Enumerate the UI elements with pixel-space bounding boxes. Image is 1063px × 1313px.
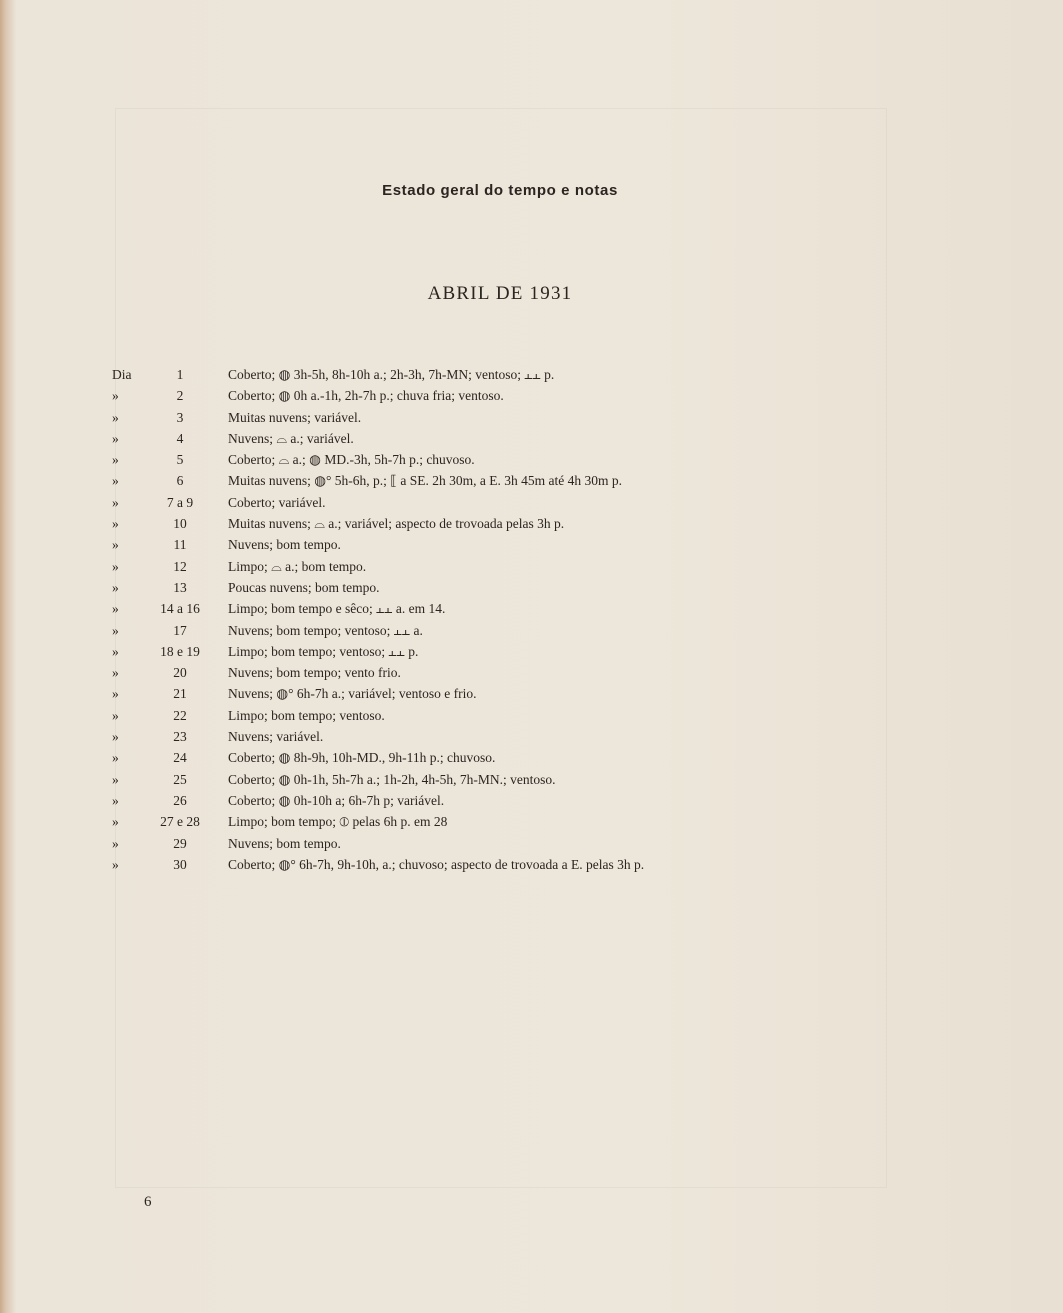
row-label: » [112,792,119,808]
row-label: » [112,452,119,468]
row-description: Coberto; variável. [228,494,326,510]
row-description: Coberto; ◍ 0h-10h a; 6h-7h p; variável. [228,792,445,808]
list-item [0,556,1063,577]
row-label: » [112,750,119,766]
row-description: Limpo; bom tempo; ventoso; ⫠⫠ p. [228,643,419,659]
list-item [0,769,1063,790]
row-description: Nuvens; bom tempo; ventoso; ⫠⫠ a. [228,622,423,638]
row-description: Limpo; bom tempo e sêco; ⫠⫠ a. em 14. [228,601,446,617]
row-label: » [112,473,119,489]
list-item [0,705,1063,726]
row-label: » [112,622,119,638]
row-day: 4 [176,430,184,446]
list-item [0,747,1063,768]
list-item [0,641,1063,662]
row-label: » [112,537,119,553]
row-label: » [112,643,119,659]
list-item [0,790,1063,811]
list-item [0,854,1063,875]
row-day: 1 [176,367,184,382]
row-day: 21 [173,686,187,702]
list-item [0,726,1063,747]
row-label: » [112,601,119,617]
list-item [0,428,1063,449]
row-day: 22 [173,707,187,723]
row-day: 17 [173,622,187,638]
row-label: » [112,771,119,787]
list-item [0,662,1063,683]
row-day: 3 [176,409,184,425]
row-label: » [112,856,119,872]
row-label: » [112,665,119,681]
row-day: 2 [176,388,184,404]
list-item [0,811,1063,832]
list-item [0,620,1063,641]
row-description: Nuvens; bom tempo. [228,835,341,851]
row-day: 24 [173,750,187,766]
row-label: » [112,579,119,595]
row-day: 30 [173,856,187,872]
row-day: 11 [173,537,187,553]
row-day: 10 [173,516,187,532]
row-label: » [112,494,119,510]
row-description: Poucas nuvens; bom tempo. [228,579,380,595]
row-description: Limpo; bom tempo; ⦶ pelas 6h p. em 28 [228,814,448,830]
row-day: 27 e 28 [160,814,200,830]
list-item [0,833,1063,854]
row-description: Coberto; ◍° 6h-7h, 9h-10h, a.; chuvoso; aspecto de trovoada a E. pelas 3h p. [228,856,645,872]
list-item [0,449,1063,470]
observation-list [0,364,1063,875]
row-description: Nuvens; bom tempo. [228,537,341,553]
row-label: » [112,835,119,851]
list-item [0,385,1063,406]
list-item [0,534,1063,555]
row-label: » [112,729,119,745]
row-label: » [112,814,119,830]
list-item [0,492,1063,513]
row-label: » [112,409,119,425]
list-item [0,577,1063,598]
list-item [0,364,1063,385]
list-item [0,683,1063,704]
row-label: » [112,686,119,702]
list-item [0,470,1063,491]
row-day: 14 a 16 [160,601,200,617]
row-description: Coberto; ⌓ a.; ◍ MD.-3h, 5h-7h p.; chuvoso. [228,452,475,468]
row-label: » [112,707,119,723]
list-item [0,407,1063,428]
list-item [0,598,1063,619]
row-description: Coberto; ◍ 8h-9h, 10h-MD., 9h-11h p.; chuvoso. [228,750,496,766]
row-day: 20 [173,665,187,681]
row-description: Nuvens; ⌓ a.; variável. [228,430,354,446]
row-day: 25 [173,771,187,787]
section-heading: Estado geral do tempo e notas [382,182,618,199]
row-label: » [112,516,119,532]
row-day: 6 [176,473,184,489]
row-label: Dia [112,367,132,382]
row-description: Nuvens; bom tempo; vento frio. [228,665,401,681]
row-day: 23 [173,729,187,745]
page-number: 6 [144,1194,152,1210]
row-description: Nuvens; variável. [228,729,324,745]
row-label: » [112,388,119,404]
row-day: 29 [173,835,187,851]
row-day: 7 a 9 [166,494,194,510]
row-day: 12 [173,558,187,574]
row-description: Muitas nuvens; variável. [228,409,362,425]
row-description: Coberto; ◍ 0h a.-1h, 2h-7h p.; chuva fria; ventoso. [228,388,504,404]
list-item [0,513,1063,534]
row-day: 18 e 19 [160,643,200,659]
row-description: Muitas nuvens; ⌓ a.; variável; aspecto de trovoada pelas 3h p. [228,516,565,532]
row-description: Coberto; ◍ 3h-5h, 8h-10h a.; 2h-3h, 7h-MN; ventoso; ⫠⫠ p. [228,367,555,382]
row-label: » [112,558,119,574]
row-description: Nuvens; ◍° 6h-7h a.; variável; ventoso e frio. [228,686,477,702]
row-description: Coberto; ◍ 0h-1h, 5h-7h a.; 1h-2h, 4h-5h, 7h-MN.; ventoso. [228,771,556,787]
row-label: » [112,430,119,446]
row-description: Limpo; bom tempo; ventoso. [228,707,385,723]
row-day: 13 [173,579,187,595]
page-title: ABRIL DE 1931 [427,283,573,304]
row-description: Muitas nuvens; ◍° 5h-6h, p.; ⟦ a SE. 2h 30m, a E. 3h 45m até 4h 30m p. [228,473,622,489]
row-day: 5 [176,452,184,468]
row-description: Limpo; ⌓ a.; bom tempo. [228,558,367,574]
row-day: 26 [173,792,187,808]
